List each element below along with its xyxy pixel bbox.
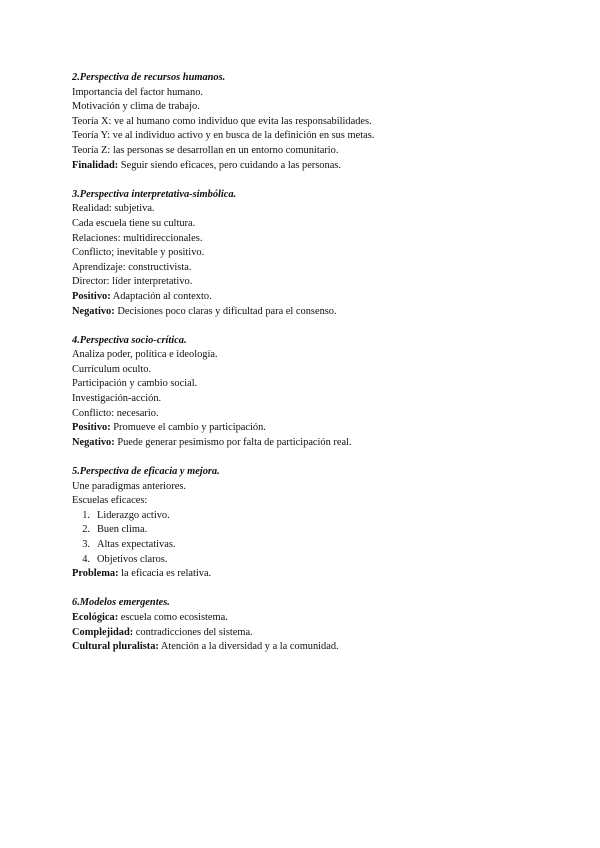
text-line bbox=[72, 363, 542, 378]
list-item bbox=[72, 523, 542, 538]
text-line-negativo bbox=[72, 305, 542, 320]
line-text: Puede generar pesimismo por falta de participación real. bbox=[114, 436, 352, 448]
text-line-positivo bbox=[72, 421, 542, 436]
list-number: 4. bbox=[82, 553, 90, 565]
document-body bbox=[72, 71, 542, 669]
text-line bbox=[72, 144, 542, 159]
line-text: Participación y cambio social. bbox=[72, 378, 198, 390]
list-text: Altas expectativas. bbox=[97, 539, 176, 550]
section-modelos-emergentes bbox=[72, 596, 542, 654]
text-line-problema bbox=[72, 567, 542, 582]
list-number: 3. bbox=[82, 539, 90, 550]
text-line bbox=[72, 246, 542, 261]
text-line bbox=[72, 275, 542, 290]
list-item bbox=[72, 509, 542, 524]
text-line bbox=[72, 202, 542, 217]
line-text: Conflicto: necesario. bbox=[72, 407, 159, 419]
line-text: Teoría Z: las personas se desarrollan en un entorno comunitario. bbox=[72, 144, 339, 156]
line-text: Motivación y clima de trabajo. bbox=[72, 101, 200, 113]
text-line bbox=[72, 217, 542, 232]
text-line bbox=[72, 407, 542, 422]
line-label: Positivo: bbox=[72, 422, 111, 434]
line-text: escuela como ecosistema. bbox=[118, 611, 228, 623]
line-text: Currículum oculto. bbox=[72, 363, 152, 375]
line-text: Investigación-acción. bbox=[72, 393, 162, 405]
text-line bbox=[72, 100, 542, 115]
line-text: Teoría X: ve al humano como individuo que evita las responsabilidades. bbox=[72, 115, 372, 127]
line-label: Ecológica: bbox=[72, 611, 119, 623]
section-recursos-humanos bbox=[72, 71, 542, 173]
line-label: Problema: bbox=[72, 568, 119, 580]
list-item bbox=[72, 538, 542, 553]
line-text: Director: líder interpretativo. bbox=[72, 276, 193, 288]
list-number: 2. bbox=[82, 524, 90, 536]
text-line bbox=[72, 494, 542, 509]
line-text: Escuelas eficaces: bbox=[72, 495, 148, 507]
line-text: Une paradigmas anteriores. bbox=[72, 480, 186, 492]
text-line bbox=[72, 392, 542, 407]
line-text: Teoría Y: ve al individuo activo y en busca de la definición en sus metas. bbox=[72, 130, 375, 142]
line-text: Realidad: subjetiva. bbox=[72, 203, 155, 215]
line-text: Promueve el cambio y participación. bbox=[110, 422, 266, 434]
text-line bbox=[72, 377, 542, 392]
line-label: Cultural pluralista: bbox=[72, 641, 159, 653]
line-label: Positivo: bbox=[72, 290, 111, 302]
list-item bbox=[72, 553, 542, 568]
text-line bbox=[72, 232, 542, 247]
text-line bbox=[72, 129, 542, 144]
list-text: Objetivos claros. bbox=[97, 553, 168, 565]
section-interpretativa-simbolica bbox=[72, 188, 542, 319]
line-label: Negativo: bbox=[72, 436, 115, 448]
line-label: Finalidad: bbox=[72, 159, 119, 171]
line-text: Atención a la diversidad y a la comunidad. bbox=[158, 641, 339, 653]
line-text: Relaciones: multidireccionales. bbox=[72, 232, 203, 244]
section-heading: 2.Perspectiva de recursos humanos. bbox=[72, 72, 226, 83]
line-text: Importancia del factor humano. bbox=[72, 86, 203, 98]
text-line bbox=[72, 115, 542, 130]
list-text: Liderazgo activo. bbox=[97, 509, 170, 521]
line-text: Cada escuela tiene su cultura. bbox=[72, 217, 196, 229]
text-line-complejidad bbox=[72, 626, 542, 641]
text-line-cultural-pluralista bbox=[72, 640, 542, 655]
line-text: Adaptación al contexto. bbox=[110, 290, 212, 302]
section-heading: 3.Perspectiva interpretativa-simbólica. bbox=[72, 188, 237, 200]
text-line-finalidad bbox=[72, 159, 542, 174]
line-text: Aprendizaje: constructivista. bbox=[72, 261, 192, 273]
line-label: Complejidad: bbox=[72, 626, 134, 638]
line-text: Decisiones poco claras y dificultad para el consenso. bbox=[114, 305, 337, 317]
line-text: la eficacia es relativa. bbox=[118, 568, 212, 580]
text-line bbox=[72, 261, 542, 276]
list-number: 1. bbox=[82, 509, 90, 521]
line-label: Negativo: bbox=[72, 305, 115, 317]
section-heading: 5.Perspectiva de eficacia y mejora. bbox=[72, 466, 220, 478]
section-heading: 6.Modelos emergentes. bbox=[72, 597, 170, 609]
section-eficacia-mejora bbox=[72, 465, 542, 582]
text-line bbox=[72, 480, 542, 495]
section-heading: 4.Perspectiva socio-crítica. bbox=[72, 334, 187, 346]
line-text: contradicciones del sistema. bbox=[133, 626, 253, 638]
text-line-ecologica bbox=[72, 611, 542, 626]
section-socio-critica bbox=[72, 334, 542, 451]
text-line-negativo bbox=[72, 436, 542, 451]
line-text: Conflicto; inevitable y positivo. bbox=[72, 247, 205, 259]
text-line bbox=[72, 86, 542, 101]
list-text: Buen clima. bbox=[97, 524, 148, 536]
text-line-positivo bbox=[72, 290, 542, 305]
text-line bbox=[72, 348, 542, 363]
line-text: Seguir siendo eficaces, pero cuidando a las personas. bbox=[118, 159, 341, 171]
line-text: Analiza poder, política e ideología. bbox=[72, 349, 218, 361]
numbered-list bbox=[72, 509, 542, 567]
